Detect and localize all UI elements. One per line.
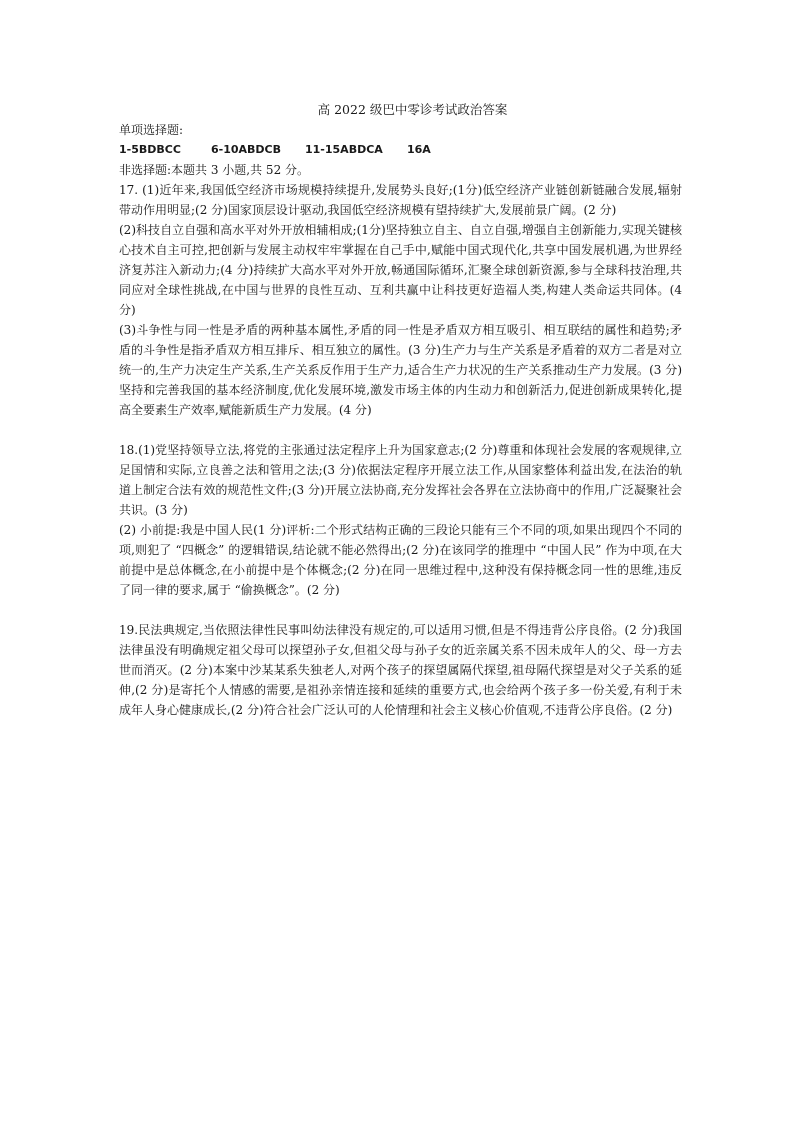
mc-answer-1-5: 1-5BDBCC: [119, 143, 181, 156]
q18-part2: (2) 小前提:我是中国人民(1 分)评析:二个形式结构正确的三段论只能有三个不同的项,如果出现四个不同的项,则犯了 “四概念” 的逻辑错误,结论就不能必然得出;(2 分)在该同学的推理中 “中国人民” 作为中项,在大前提中是总体概念,在小前提中是个体概念;(2 分)在同一思维过程中,这种没有保持概念同一性的思维,违反了同一律的要求,属于 “偷换概念”。(2 分): [119, 523, 682, 597]
answer-sheet: [119, 100, 682, 720]
q17-part2: (2)科技自立自强和高水平对外开放相辅相成;(1分)坚持独立自主、自立自强,增强自主创新能力,实现关键核心技术自主可控,把创新与发展主动权牢牢掌握在自己手中,赋能中国式现代化,共享中国发展机遇,为世界经济复苏注入新动力;(4 分)持续扩大高水平对外开放,畅通国际循环,汇聚全球创新资源,参与全球科技治理,共同应对全球性挑战,在中国与世界的良性互动、互利共赢中让科技更好造福人类,构建人类命运共同体。(4 分): [119, 223, 682, 317]
mc-answers: [119, 140, 682, 160]
q17-part3: (3)斗争性与同一性是矛盾的两种基本属性,矛盾的同一性是矛盾双方相互吸引、相互联结的属性和趋势;矛盾的斗争性是指矛盾双方相互排斥、相互独立的属性。(3 分)生产力与生产关系是矛盾着的双方二者是对立统一的,生产力决定生产关系,生产关系反作用于生产力,适合生产力状况的生产关系推动生产力发展。(3 分)坚持和完善我国的基本经济制度,优化发展环境,激发市场主体的内生动力和创新活力,促进创新成果转化,提高全要素生产效率,赋能新质生产力发展。(4 分): [119, 323, 682, 417]
spacer: [119, 600, 682, 620]
page-title: 高 2022 级巴中零诊考试政治答案: [317, 102, 508, 117]
q18-part1: 18.(1)党坚持领导立法,将党的主张通过法定程序上升为国家意志;(2 分)尊重和体现社会发展的客观规律,立足国情和实际,立良善之法和管用之法;(3 分)依据法定程序开展立法工作,从国家整体利益出发,在法治的轨道上制定合法有效的规范性文件;(3 分)开展立法协商,充分发挥社会各界在立法协商中的作用,广泛凝聚社会共识。(3 分): [119, 443, 682, 517]
q19-answer: 19.民法典规定,当依照法律性民事叫幼法律没有规定的,可以适用习惯,但是不得违背公序良俗。(2 分)我国法律虽没有明确规定祖父母可以探望孙子女,但祖父母与孙子女的近亲属关系不因未成年人的父、母一方去世而消灭。(2 分)本案中沙某某系失独老人,对两个孩子的探望属隔代探望,祖母隔代探望是对父子关系的延伸,(2 分)是寄托个人情感的需要,是祖孙亲情连接和延续的重要方式,也会给两个孩子多一份关爱,有利于未成年人身心健康成长,(2 分)符合社会广泛认可的人伦情理和社会主义核心价值观,不违背公序良俗。(2 分): [119, 623, 682, 717]
nonmc-heading: 非选择题:本题共 3 小题,共 52 分。: [119, 163, 310, 177]
mc-heading: 单项选择题:: [119, 123, 184, 137]
q17-part1: 17. (1)近年来,我国低空经济市场规模持续提升,发展势头良好;(1分)低空经济产业链创新链融合发展,辐射带动作用明显;(2 分)国家顶层设计驱动,我国低空经济规模有望持续扩大,发展前景广阔。(2 分): [119, 183, 682, 217]
mc-answer-16: 16A: [407, 143, 431, 156]
mc-answer-11-15: 11-15ABDCA: [305, 143, 383, 156]
spacer: [119, 420, 682, 440]
mc-answer-6-10: 6-10ABDCB: [211, 143, 282, 156]
